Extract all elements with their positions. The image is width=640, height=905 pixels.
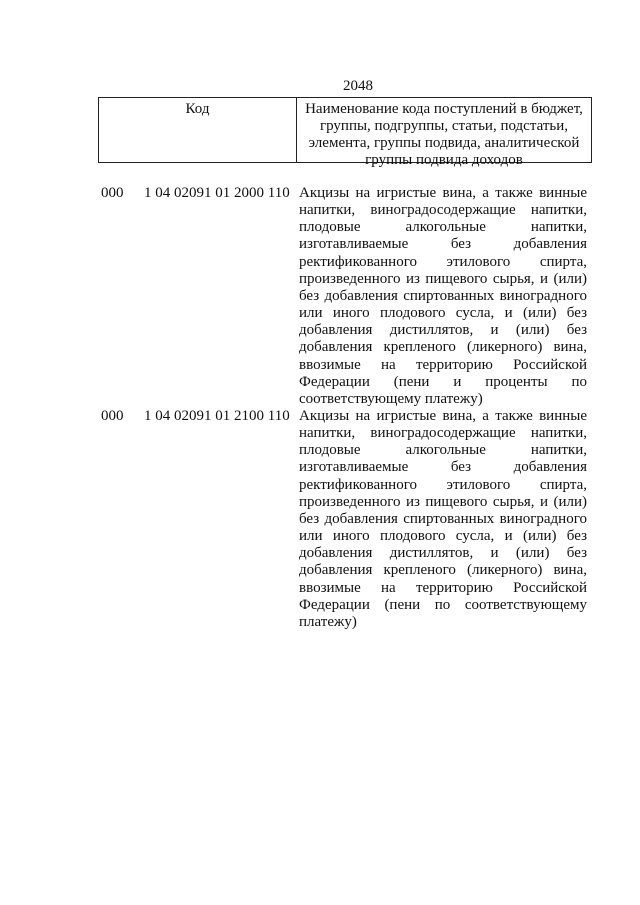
column-header-name: Наименование кода поступлений в бюджет, группы, подгруппы, статьи, подстатьи, элемента, группы подвида, аналитической группы подвида доходов [305, 101, 583, 168]
column-header-code: Код [185, 101, 210, 117]
row-revenue-code: 1 04 02091 01 2000 110 [144, 185, 290, 201]
page-number: 2048 [343, 78, 373, 94]
row-description: Акцизы на игристые вина, а также винные напитки, виноградосодержащие напитки, плодовые алкогольные напитки, изготавливаемые без добавления ректификованного этилового спирта, произведенного из пищевого сырья, и (или) без добавления спиртованных виноградного или иного плодового сусла, и (или) без добавления дистиллятов, и (или) без добавления крепленого (ликерного) вина, ввозимые на территорию Российской Федерации (пени по соответствующему платежу) [299, 408, 587, 630]
row-admin-code: 000 [101, 185, 124, 201]
row-revenue-code: 1 04 02091 01 2100 110 [144, 408, 290, 424]
table-header [98, 97, 592, 168]
row-admin-code: 000 [101, 408, 124, 424]
row-description: Акцизы на игристые вина, а также винные напитки, виноградосодержащие напитки, плодовые алкогольные напитки, изготавливаемые без добавления ректификованного этилового спирта, произведенного из пищевого сырья, и (или) без добавления спиртованных виноградного или иного плодового сусла, и (или) без добавления дистиллятов, и (или) без добавления крепленого (ликерного) вина, ввозимые на территорию Российской Федерации (пени и проценты по соответствующему платежу) [299, 185, 587, 407]
